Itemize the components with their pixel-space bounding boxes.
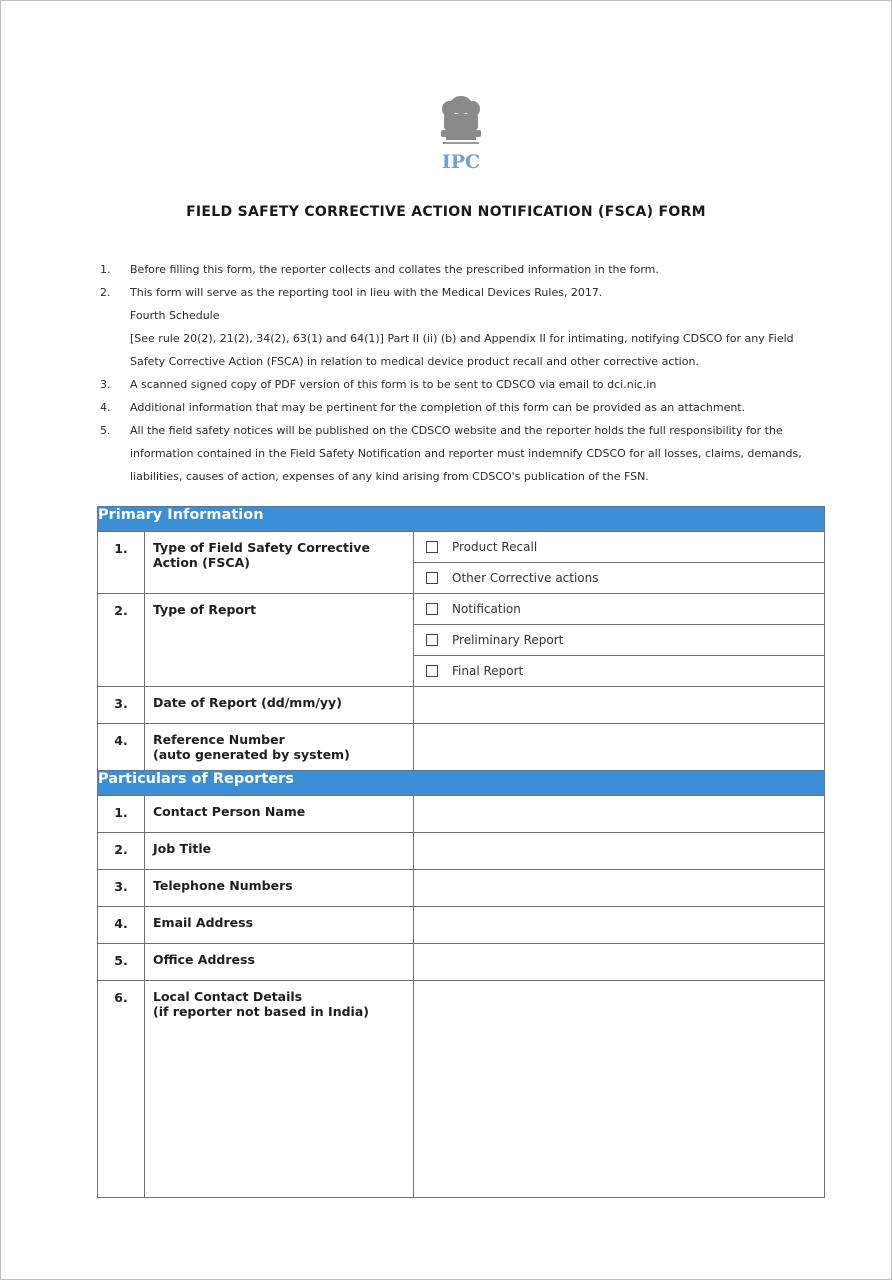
- option-label: Final Report: [452, 664, 524, 678]
- row-number: 4.: [98, 907, 145, 944]
- row-number: 6.: [98, 981, 145, 1198]
- row-number: 2.: [98, 594, 145, 687]
- table-row: [98, 796, 825, 833]
- fsca-type-options: [414, 532, 825, 594]
- option-product-recall[interactable]: [414, 532, 824, 563]
- office-address-field[interactable]: [414, 944, 825, 981]
- report-type-label: Type of Report: [145, 594, 414, 687]
- email-label: Email Address: [145, 907, 414, 944]
- local-contact-field[interactable]: [414, 981, 825, 1198]
- contact-person-field[interactable]: [414, 796, 825, 833]
- option-other-corrective-actions[interactable]: [414, 563, 824, 593]
- instruction-text: A scanned signed copy of PDF version of this form is to be sent to CDSCO via email to dci.nic.in: [130, 378, 657, 391]
- instruction-schedule: Fourth Schedule: [130, 309, 220, 322]
- table-row: [98, 870, 825, 907]
- table-row: [98, 944, 825, 981]
- instruction-text: All the field safety notices will be published on the CDSCO website and the reporter holds the full responsibility for the information contained in the Field Safety Notification and reporter must indemnify CDSCO for all losses, claims, demands, liabilities, causes of action, expenses of any kind arising from CDSCO's publication of the FSN.: [130, 424, 802, 483]
- row-number: 5.: [98, 944, 145, 981]
- row-number: 3.: [98, 870, 145, 907]
- option-final-report[interactable]: [414, 656, 824, 686]
- checkbox-icon[interactable]: [426, 572, 438, 584]
- section-heading: Particulars of Reporters: [98, 771, 825, 796]
- instruction-item: [100, 281, 830, 373]
- table-row: [98, 687, 825, 724]
- contact-person-label: Contact Person Name: [145, 796, 414, 833]
- checkbox-icon[interactable]: [426, 665, 438, 677]
- instruction-item: [100, 396, 830, 419]
- telephone-field[interactable]: [414, 870, 825, 907]
- checkbox-icon[interactable]: [426, 541, 438, 553]
- row-number: 3.: [98, 687, 145, 724]
- office-address-label: Office Address: [145, 944, 414, 981]
- instruction-number: 3.: [100, 378, 111, 391]
- instruction-item: [100, 258, 830, 281]
- primary-info-header: [98, 507, 825, 532]
- report-date-label: Date of Report (dd/mm/yy): [145, 687, 414, 724]
- table-row: [98, 532, 825, 594]
- instruction-rule-reference: [See rule 20(2), 21(2), 34(2), 63(1) and 64(1)] Part II (ii) (b) and Appendix II for intimating, notifying CDSCO for any Field Safety Corrective Action (FSCA) in relation to medical device product recall and other corrective action.: [130, 332, 794, 368]
- row-number: 1.: [98, 796, 145, 833]
- instruction-number: 5.: [100, 424, 111, 437]
- emblem-logo: [430, 92, 492, 178]
- table-row: [98, 724, 825, 771]
- option-label: Preliminary Report: [452, 633, 564, 647]
- instructions-list: [100, 258, 830, 488]
- section-heading: Primary Information: [98, 507, 825, 532]
- email-field[interactable]: [414, 907, 825, 944]
- reporters-header: [98, 771, 825, 796]
- job-title-label: Job Title: [145, 833, 414, 870]
- label-line: (auto generated by system): [153, 747, 350, 762]
- instruction-text: Additional information that may be pertinent for the completion of this form can be provided as an attachment.: [130, 401, 746, 414]
- instruction-number: 4.: [100, 401, 111, 414]
- label-line: Local Contact Details: [153, 989, 303, 1004]
- option-preliminary-report[interactable]: [414, 625, 824, 656]
- option-label: Notification: [452, 602, 521, 616]
- checkbox-icon[interactable]: [426, 603, 438, 615]
- row-number: 4.: [98, 724, 145, 771]
- fsca-type-label: Type of Field Safety Corrective Action (FSCA): [145, 532, 414, 594]
- option-label: Product Recall: [452, 540, 538, 554]
- reference-number-field: [414, 724, 825, 771]
- checkbox-icon[interactable]: [426, 634, 438, 646]
- reference-number-label: [145, 724, 414, 771]
- option-notification[interactable]: [414, 594, 824, 625]
- row-number: 2.: [98, 833, 145, 870]
- label-line: (if reporter not based in India): [153, 1004, 369, 1019]
- instruction-item: [100, 373, 830, 396]
- instruction-text: Before filling this form, the reporter collects and collates the prescribed information in the form.: [130, 263, 659, 276]
- lion-emblem-icon: [441, 96, 481, 140]
- table-row: [98, 594, 825, 687]
- report-date-field[interactable]: [414, 687, 825, 724]
- instruction-text: This form will serve as the reporting tool in lieu with the Medical Devices Rules, 2017.: [130, 286, 603, 299]
- job-title-field[interactable]: [414, 833, 825, 870]
- table-row: [98, 907, 825, 944]
- local-contact-label: [145, 981, 414, 1198]
- option-label: Other Corrective actions: [452, 571, 599, 585]
- ipc-logo-text: IPC: [441, 151, 481, 173]
- instruction-number: 2.: [100, 286, 111, 299]
- table-row: [98, 981, 825, 1198]
- label-line: Reference Number: [153, 732, 285, 747]
- fsca-form-table: [97, 506, 825, 1198]
- instruction-item: [100, 419, 830, 488]
- instruction-number: 1.: [100, 263, 111, 276]
- row-number: 1.: [98, 532, 145, 594]
- telephone-label: Telephone Numbers: [145, 870, 414, 907]
- table-row: [98, 833, 825, 870]
- form-title: FIELD SAFETY CORRECTIVE ACTION NOTIFICATION (FSCA) FORM: [186, 204, 706, 220]
- report-type-options: [414, 594, 825, 687]
